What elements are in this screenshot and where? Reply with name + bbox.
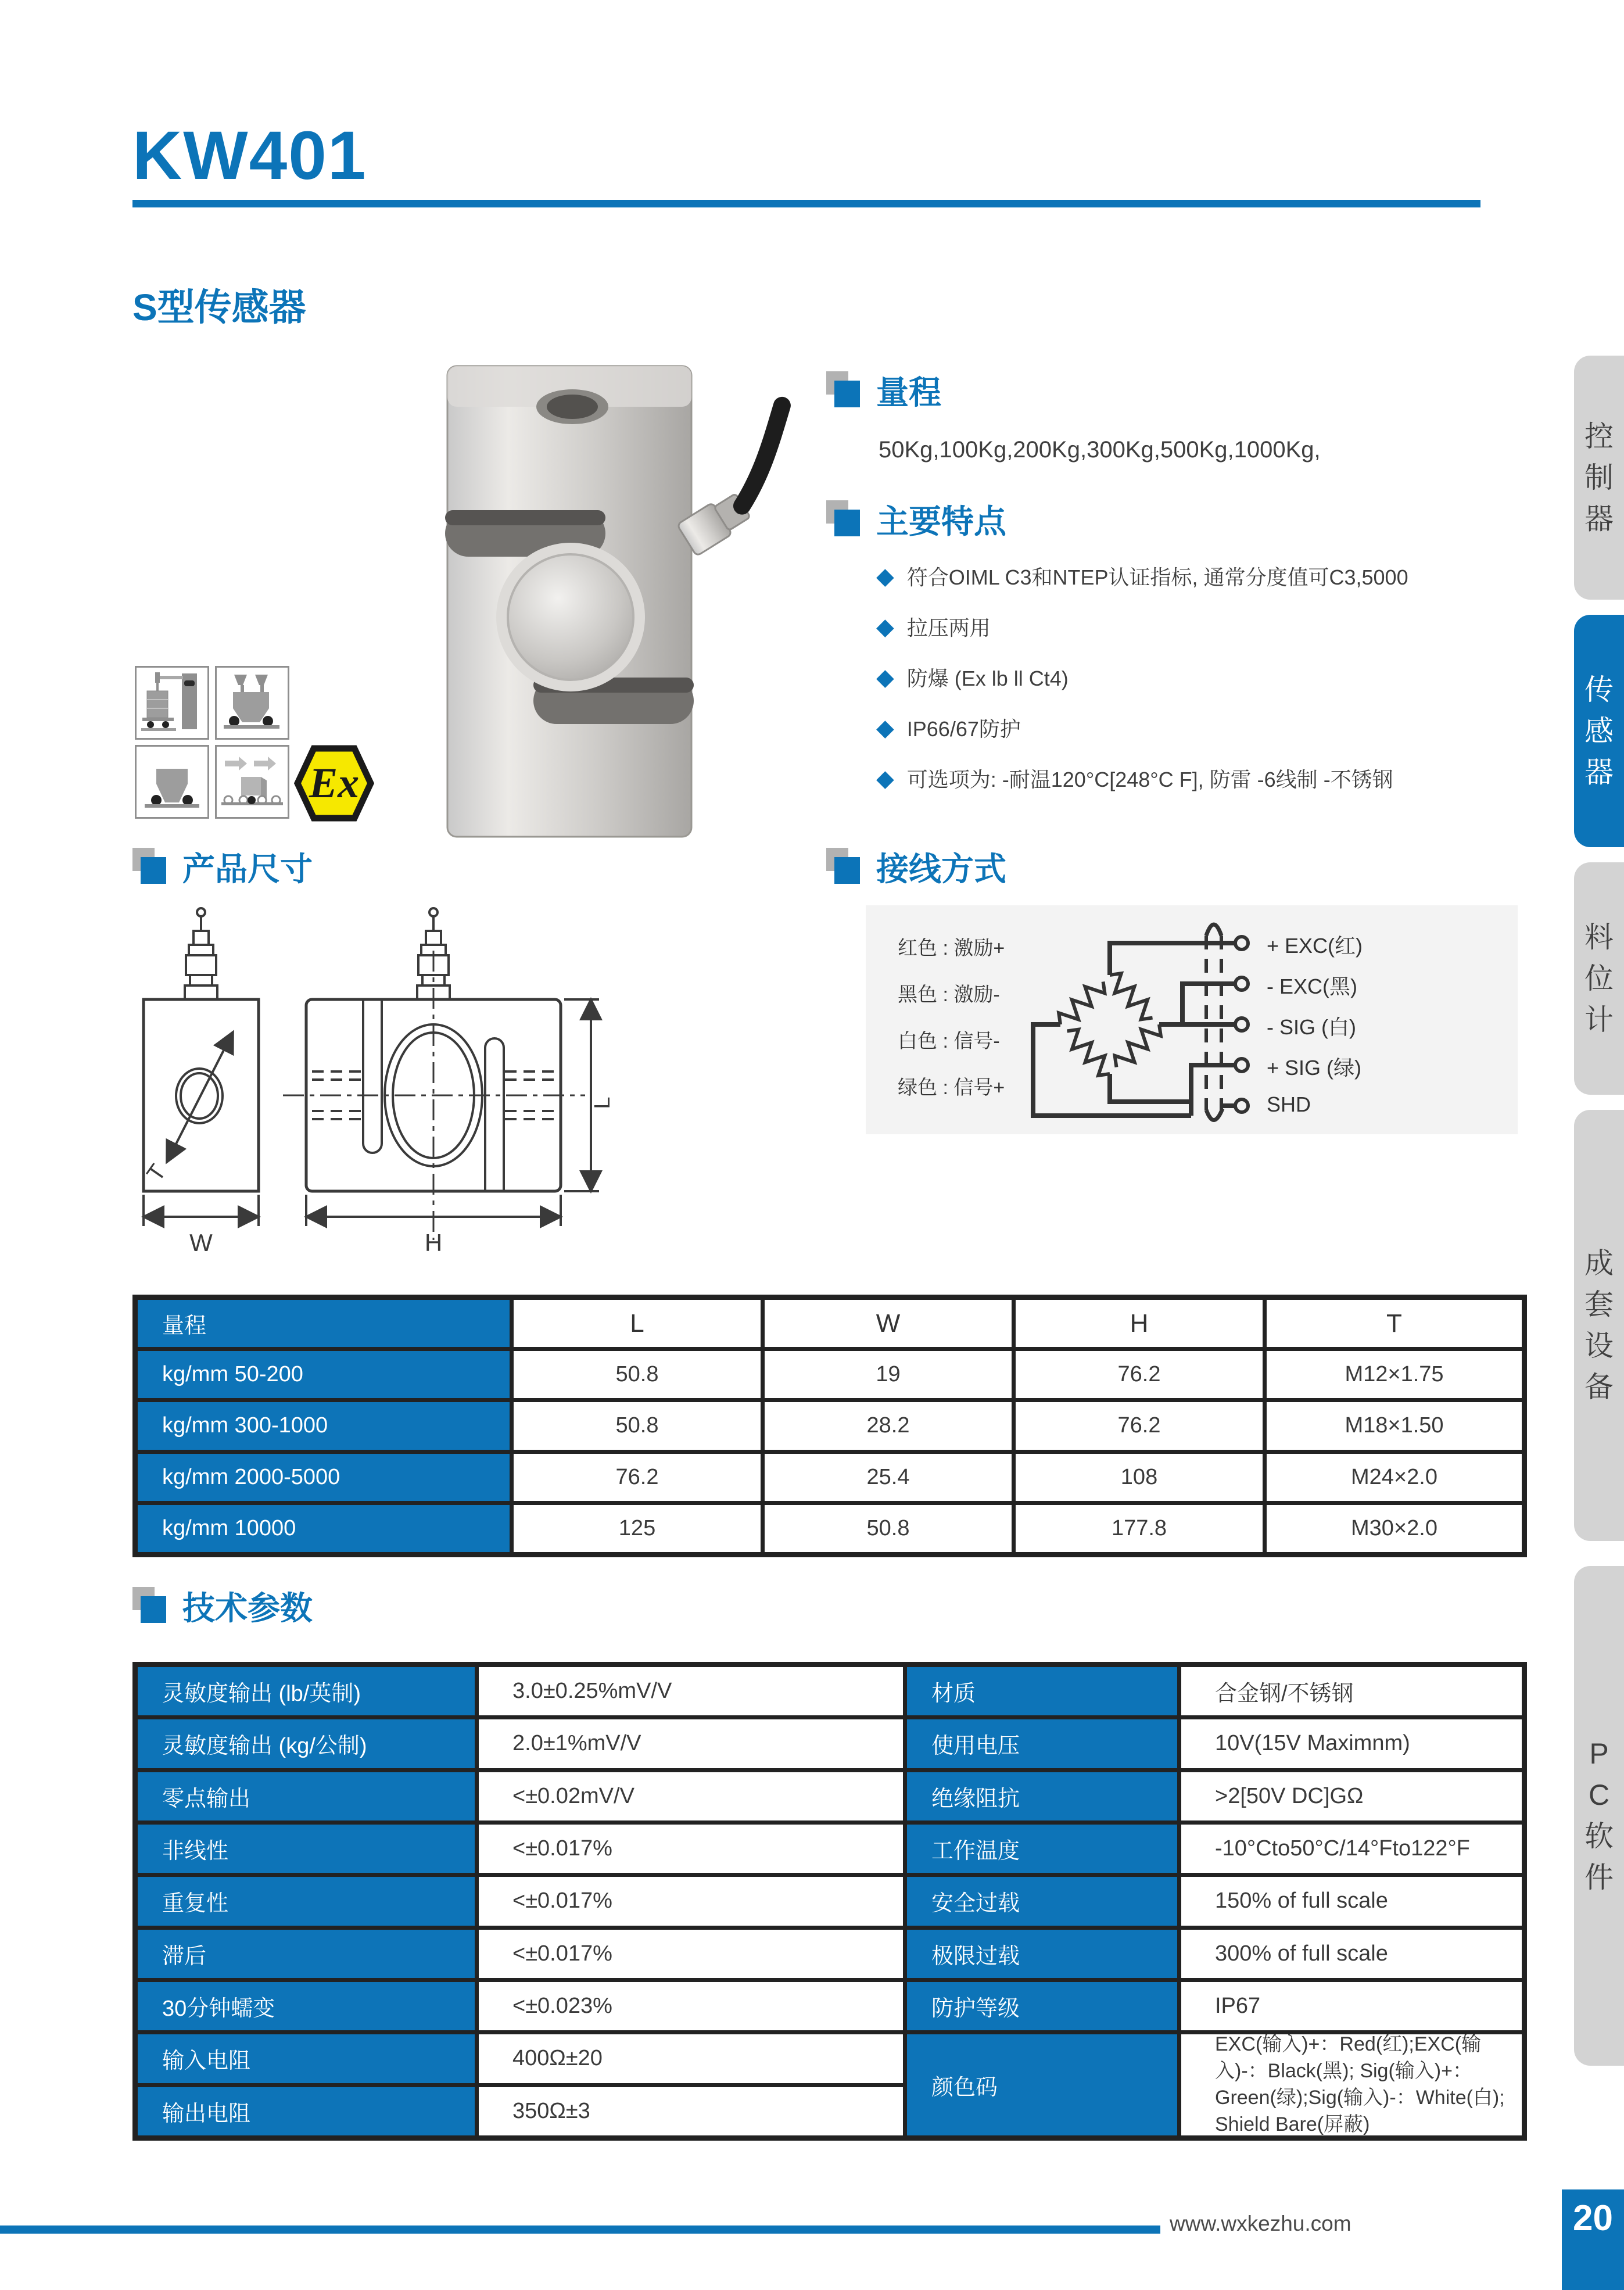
sidebar-tab-complete-equipment[interactable]: 成套设备: [1574, 1110, 1624, 1541]
section-title: 接线方式: [876, 851, 1006, 887]
dim-value: 177.8: [1016, 1505, 1263, 1552]
dim-value: M24×2.0: [1267, 1454, 1522, 1501]
dim-row-label: kg/mm 2000-5000: [138, 1454, 510, 1501]
section-range: [826, 370, 941, 411]
spec-value: 3.0±0.25%mV/V: [479, 1667, 903, 1715]
section-dimensions: [132, 846, 313, 888]
spec-label: 滞后: [138, 1930, 475, 1978]
dim-value: 50.8: [514, 1402, 761, 1449]
feature-item: ◆ 可选项为: -耐温120°C[248°C F], 防雷 -6线制 -不锈钢: [876, 765, 1393, 791]
website-url: www.wxkezhu.com: [1170, 2212, 1351, 2235]
spec-label: 使用电压: [907, 1719, 1177, 1768]
sidebar-tab-controller[interactable]: 控制器: [1574, 356, 1624, 600]
spec-value: >2[50V DC]GΩ: [1181, 1772, 1522, 1820]
section-bullet-icon: [826, 848, 862, 886]
dim-value: 50.8: [514, 1351, 761, 1398]
spec-label: 防护等级: [907, 1982, 1177, 2030]
product-photo: [360, 354, 843, 866]
spec-value: EXC(输入)+：Red(红);EXC(输入)-：Black(黑); Sig(输入)+：Green(绿);Sig(输入)-：White(白); Shield Bare(屏蔽): [1181, 2034, 1522, 2135]
terminal-label: SHD: [1267, 1092, 1311, 1116]
section-title: 主要特点: [876, 503, 1006, 540]
spec-value: <±0.023%: [479, 1982, 903, 2030]
twin-hopper-scale-icon: [215, 666, 289, 740]
dim-col-header: H: [1016, 1300, 1263, 1347]
sidebar-tab-sensor[interactable]: 传感器: [1574, 615, 1624, 847]
spec-label: 工作温度: [907, 1825, 1177, 1873]
section-bullet-icon: [826, 500, 862, 539]
diamond-bullet-icon: ◆: [876, 614, 894, 640]
spec-label: 安全过载: [907, 1877, 1177, 1925]
section-title: 技术参数: [182, 1590, 313, 1626]
spec-label: 30分钟蠕变: [138, 1982, 475, 2030]
spec-table: [132, 1662, 1527, 2141]
feature-item: ◆ 防爆 (Ex lb ll Ct4): [876, 664, 1069, 690]
terminal-label: - EXC(黑): [1267, 974, 1357, 998]
section-bullet-icon: [132, 1587, 169, 1625]
wire-color-label: 红色 : 激励+: [898, 937, 1005, 959]
section-title: 量程: [876, 374, 941, 411]
dim-col-header: 量程: [138, 1300, 510, 1347]
spec-value: 150% of full scale: [1181, 1877, 1522, 1925]
dim-row-label: kg/mm 10000: [138, 1505, 510, 1552]
spec-label: 极限过载: [907, 1930, 1177, 1978]
dim-value: 25.4: [765, 1454, 1012, 1501]
spec-label: 重复性: [138, 1877, 475, 1925]
spec-value: 合金钢/不锈钢: [1181, 1667, 1522, 1715]
page-title: KW401: [132, 117, 367, 194]
dim-value: 76.2: [514, 1454, 761, 1501]
footer-divider: [0, 2226, 1160, 2234]
spec-label: 非线性: [138, 1825, 475, 1873]
spec-value: IP67: [1181, 1982, 1522, 2030]
dimension-table: [132, 1295, 1527, 1557]
spec-value: <±0.017%: [479, 1877, 903, 1925]
spec-label: 材质: [907, 1667, 1177, 1715]
spec-value: 400Ω±20: [479, 2034, 903, 2083]
spec-label: 灵敏度输出 (lb/英制): [138, 1667, 475, 1715]
spec-value: -10°Cto50°C/14°Fto122°F: [1181, 1825, 1522, 1873]
dim-col-header: W: [765, 1300, 1012, 1347]
spec-value: 2.0±1%mV/V: [479, 1719, 903, 1768]
section-specs: [132, 1585, 313, 1627]
spec-value: 350Ω±3: [479, 2087, 903, 2135]
section-wiring: [826, 846, 1006, 888]
range-values: 50Kg,100Kg,200Kg,300Kg,500Kg,1000Kg,: [879, 437, 1321, 463]
spec-label: 绝缘阻抗: [907, 1772, 1177, 1820]
spec-label: 灵敏度输出 (kg/公制): [138, 1719, 475, 1768]
dim-value: M12×1.75: [1267, 1351, 1522, 1398]
dim-col-header: L: [514, 1300, 761, 1347]
title-divider: [132, 200, 1480, 207]
feature-item: ◆ IP66/67防护: [876, 715, 1021, 741]
terminal-label: - SIG (白): [1267, 1015, 1356, 1039]
ex-certification-icon: [293, 743, 375, 824]
wire-color-label: 绿色 : 信号+: [898, 1077, 1005, 1099]
product-type-heading: S型传感器: [132, 286, 306, 328]
spec-label: 输入电阻: [138, 2034, 475, 2083]
dim-label-l: L: [590, 1096, 615, 1109]
diamond-bullet-icon: ◆: [876, 664, 894, 690]
wiring-diagram: [866, 905, 1518, 1134]
dim-value: 125: [514, 1505, 761, 1552]
section-title: 产品尺寸: [182, 851, 313, 887]
hopper-scale-icon: [135, 745, 209, 819]
spec-value: <±0.017%: [479, 1825, 903, 1873]
spec-label: 颜色码: [907, 2034, 1177, 2135]
page-number: 20: [1573, 2198, 1613, 2238]
section-bullet-icon: [132, 848, 169, 886]
diamond-bullet-icon: ◆: [876, 715, 894, 741]
terminal-label: + SIG (绿): [1267, 1056, 1362, 1080]
dim-value: M18×1.50: [1267, 1402, 1522, 1449]
spec-value: <±0.017%: [479, 1930, 903, 1978]
dim-value: 19: [765, 1351, 1012, 1398]
dim-col-header: T: [1267, 1300, 1522, 1347]
dim-value: 28.2: [765, 1402, 1012, 1449]
sidebar-tab-level-meter[interactable]: 料位计: [1574, 862, 1624, 1095]
feature-item: ◆ 拉压两用: [876, 614, 991, 640]
dim-value: M30×2.0: [1267, 1505, 1522, 1552]
diamond-bullet-icon: ◆: [876, 563, 894, 589]
feature-item: ◆ 符合OIML C3和NTEP认证指标, 通常分度值可C3,5000: [876, 563, 1408, 589]
spec-label: 零点输出: [138, 1772, 475, 1820]
dim-value: 76.2: [1016, 1402, 1263, 1449]
spec-value: <±0.02mV/V: [479, 1772, 903, 1820]
dim-value: 76.2: [1016, 1351, 1263, 1398]
dim-value: 50.8: [765, 1505, 1012, 1552]
section-features: [826, 499, 1006, 540]
dim-label-t: T: [142, 1159, 171, 1187]
terminal-label: + EXC(红): [1267, 934, 1363, 958]
conveyor-weighing-icon: [215, 745, 289, 819]
page-number-badge: [1562, 2189, 1624, 2290]
spec-label: 输出电阻: [138, 2087, 475, 2135]
spec-value: 300% of full scale: [1181, 1930, 1522, 1978]
spec-value: 10V(15V Maximnm): [1181, 1719, 1522, 1768]
dimension-drawing: [131, 899, 619, 1271]
dim-value: 108: [1016, 1454, 1263, 1501]
diamond-bullet-icon: ◆: [876, 765, 894, 791]
dim-label-h: H: [424, 1229, 443, 1256]
wire-color-label: 白色 : 信号-: [898, 1030, 1000, 1052]
tank-weighing-icon: [135, 666, 209, 740]
dim-row-label: kg/mm 50-200: [138, 1351, 510, 1398]
sidebar-tab-pc-software[interactable]: PC软件: [1574, 1566, 1624, 2066]
ex-mark-text: Ex: [309, 759, 360, 807]
section-bullet-icon: [826, 371, 862, 410]
dim-row-label: kg/mm 300-1000: [138, 1402, 510, 1449]
wire-color-label: 黑色 : 激励-: [898, 984, 1000, 1006]
dim-label-w: W: [189, 1229, 213, 1256]
